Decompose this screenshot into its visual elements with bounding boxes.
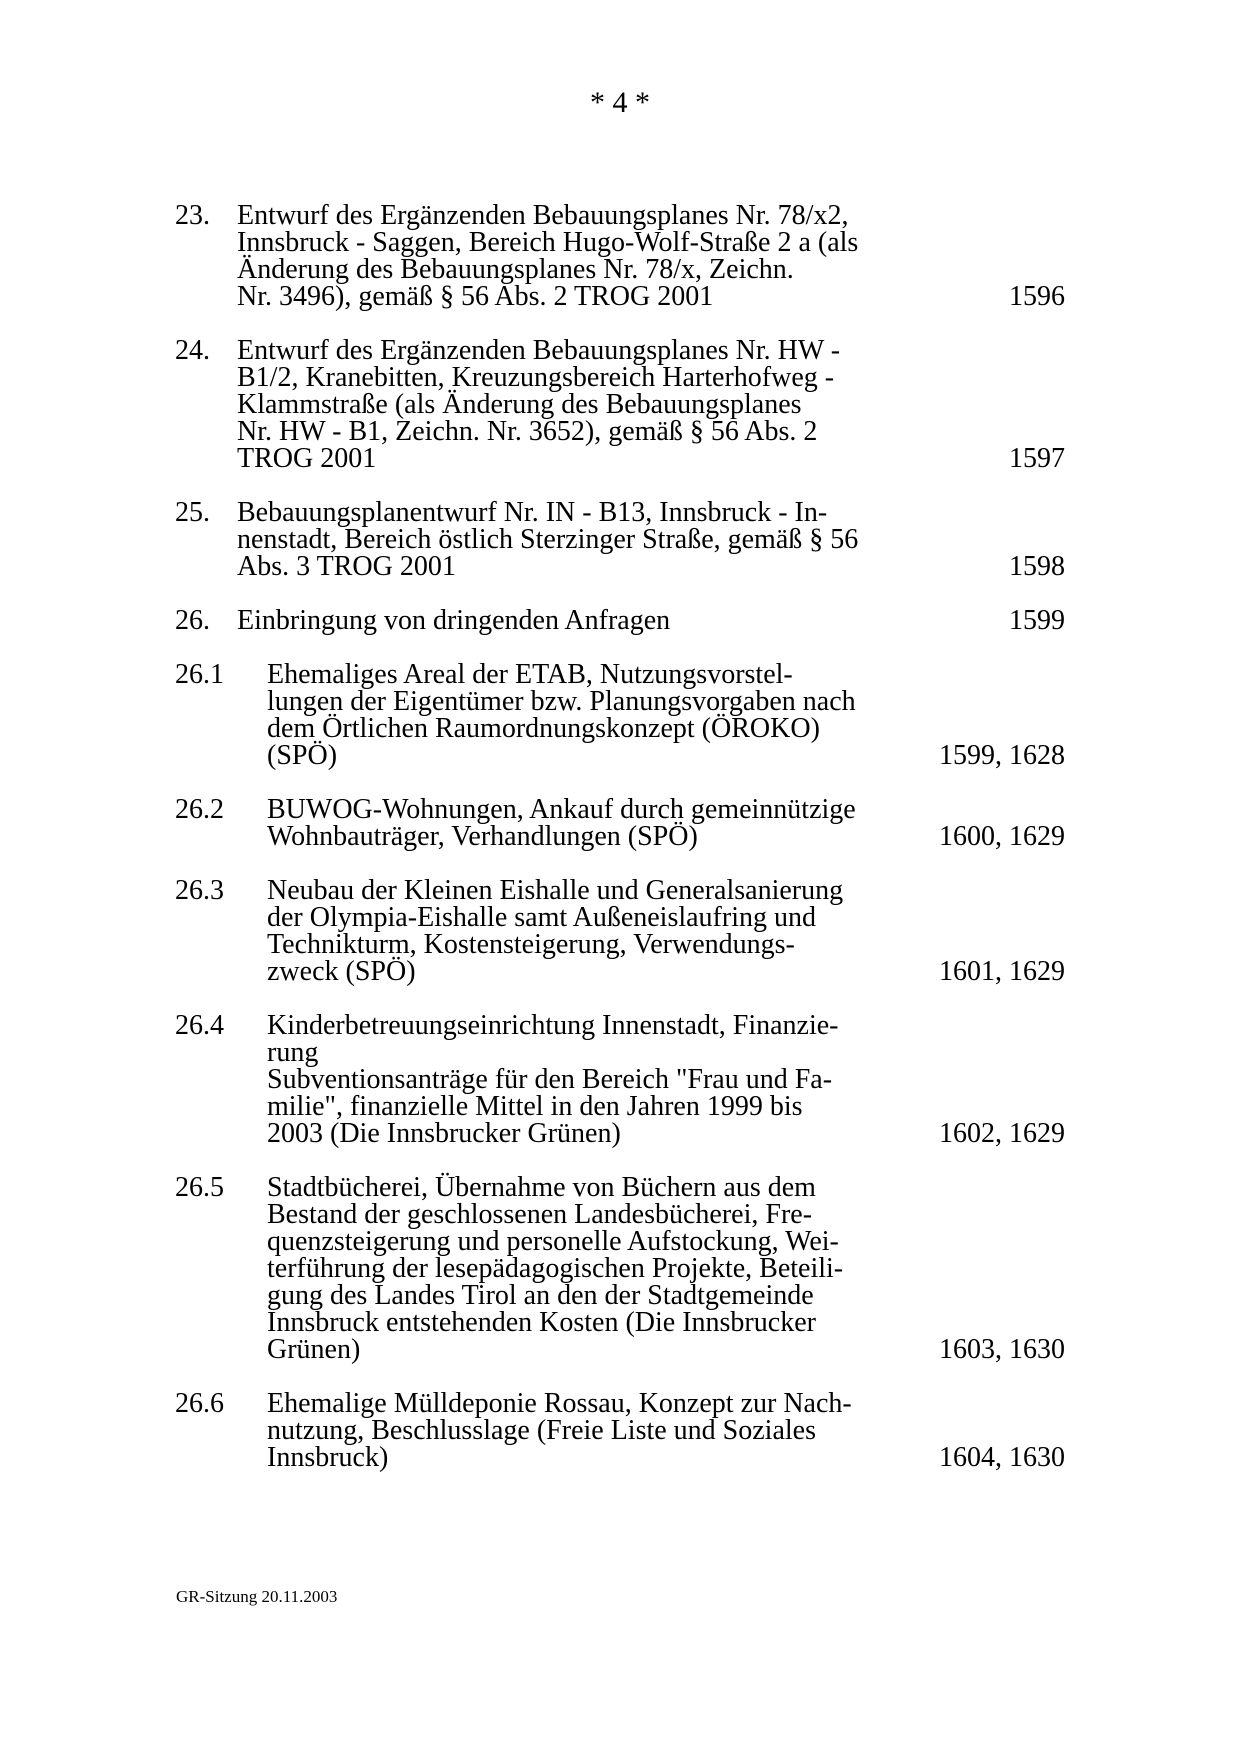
entry-pages: 1599, 1628	[939, 740, 1065, 771]
entry-line: BUWOG-Wohnungen, Ankauf durch gemeinnützige	[267, 794, 856, 825]
entry-text	[237, 337, 889, 472]
entry-text	[267, 1174, 919, 1363]
entry-line: nenstadt, Bereich östlich Sterzinger Straße, gemäß § 56	[237, 524, 859, 555]
entry-line: Bestand der geschlossenen Landesbücherei, Fre-	[267, 1199, 813, 1230]
entry-line: Klammstraße (als Änderung des Bebauungsplanes	[237, 389, 802, 420]
entry-line: Neubau der Kleinen Eishalle und Generalsanierung	[267, 875, 844, 906]
entry-line: Innsbruck)	[267, 1442, 389, 1473]
entry-line: TROG 2001	[237, 443, 377, 474]
toc-entry-23	[175, 202, 1065, 310]
entry-line: Wohnbauträger, Verhandlungen (SPÖ)	[267, 821, 698, 852]
entry-line: B1/2, Kranebitten, Kreuzungsbereich Harterhofweg -	[237, 362, 835, 393]
entry-pages: 1602, 1629	[939, 1118, 1065, 1149]
entry-number: 26.1	[175, 659, 224, 690]
entry-line: 2003 (Die Innsbrucker Grünen)	[267, 1118, 621, 1149]
entry-pages: 1596	[1009, 281, 1065, 312]
entry-line: rung	[267, 1037, 319, 1068]
entry-line: zweck (SPÖ)	[267, 956, 416, 987]
entry-line: milie", finanzielle Mittel in den Jahren 1999 bis	[267, 1091, 803, 1122]
entry-line: Ehemalige Mülldeponie Rossau, Konzept zur Nach-	[267, 1388, 852, 1419]
table-of-contents	[175, 202, 1065, 1471]
toc-entry-26	[175, 607, 1065, 634]
entry-number: 26.6	[175, 1388, 224, 1419]
entry-pages: 1599	[1009, 605, 1065, 636]
page-number: * 4 *	[590, 86, 650, 119]
entry-line: Entwurf des Ergänzenden Bebauungsplanes Nr. HW -	[237, 335, 841, 366]
entry-line: Innsbruck - Saggen, Bereich Hugo-Wolf-Straße 2 a (als	[237, 227, 859, 258]
entry-line: Innsbruck entstehenden Kosten (Die Innsbrucker	[267, 1307, 816, 1338]
toc-entry-26-3	[175, 877, 1065, 985]
entry-line: (SPÖ)	[267, 740, 338, 771]
entry-text	[267, 1390, 919, 1471]
entry-text	[267, 796, 919, 850]
entry-line: Einbringung von dringenden Anfragen	[237, 605, 671, 636]
toc-entry-26-5	[175, 1174, 1065, 1363]
footer-session-date: GR-Sitzung 20.11.2003	[176, 1587, 338, 1606]
entry-text	[267, 1012, 919, 1147]
entry-text	[237, 607, 889, 634]
toc-entry-24	[175, 337, 1065, 472]
entry-line: Bebauungsplanentwurf Nr. IN - B13, Innsbruck - In-	[237, 497, 828, 528]
entry-pages: 1598	[1009, 551, 1065, 582]
entry-number: 26.3	[175, 875, 224, 906]
entry-line: Entwurf des Ergänzenden Bebauungsplanes Nr. 78/x2,	[237, 200, 849, 231]
entry-number: 26.4	[175, 1010, 224, 1041]
entry-line: Stadtbücherei, Übernahme von Büchern aus dem	[267, 1172, 816, 1203]
entry-number: 25.	[175, 497, 210, 528]
entry-number: 24.	[175, 335, 210, 366]
entry-pages: 1603, 1630	[939, 1334, 1065, 1365]
entry-pages: 1601, 1629	[939, 956, 1065, 987]
toc-entry-25	[175, 499, 1065, 580]
entry-line: Nr. HW - B1, Zeichn. Nr. 3652), gemäß § 56 Abs. 2	[237, 416, 818, 447]
entry-number: 26.	[175, 605, 210, 636]
toc-entry-26-1	[175, 661, 1065, 769]
entry-line: lungen der Eigentümer bzw. Planungsvorgaben nach	[267, 686, 856, 717]
toc-entry-26-4	[175, 1012, 1065, 1147]
entry-line: Kinderbetreuungseinrichtung Innenstadt, Finanzie-	[267, 1010, 839, 1041]
entry-line: quenzsteigerung und personelle Aufstockung, Wei-	[267, 1226, 839, 1257]
entry-line: Abs. 3 TROG 2001	[237, 551, 456, 582]
entry-line: der Olympia-Eishalle samt Außeneislaufring und	[267, 902, 816, 933]
entry-line: dem Örtlichen Raumordnungskonzept (ÖROKO)	[267, 713, 820, 744]
entry-line: Nr. 3496), gemäß § 56 Abs. 2 TROG 2001	[237, 281, 714, 312]
entry-line: Grünen)	[267, 1334, 361, 1365]
entry-text	[237, 499, 889, 580]
entry-line: Ehemaliges Areal der ETAB, Nutzungsvorstel-	[267, 659, 793, 690]
entry-number: 26.2	[175, 794, 224, 825]
entry-line: gung des Landes Tirol an den der Stadtgemeinde	[267, 1280, 814, 1311]
entry-line: Technikturm, Kostensteigerung, Verwendungs-	[267, 929, 795, 960]
toc-entry-26-6	[175, 1390, 1065, 1471]
entry-pages: 1597	[1009, 443, 1065, 474]
entry-line: nutzung, Beschlusslage (Freie Liste und Soziales	[267, 1415, 816, 1446]
entry-text	[237, 202, 889, 310]
toc-entry-26-2	[175, 796, 1065, 850]
entry-text	[267, 877, 919, 985]
entry-number: 26.5	[175, 1172, 224, 1203]
entry-line: Subventionsanträge für den Bereich "Frau und Fa-	[267, 1064, 833, 1095]
entry-pages: 1600, 1629	[939, 821, 1065, 852]
entry-line: Änderung des Bebauungsplanes Nr. 78/x, Zeichn.	[237, 254, 794, 285]
entry-number: 23.	[175, 200, 210, 231]
entry-text	[267, 661, 919, 769]
entry-pages: 1604, 1630	[939, 1442, 1065, 1473]
entry-line: terführung der lesepädagogischen Projekte, Beteili-	[267, 1253, 844, 1284]
